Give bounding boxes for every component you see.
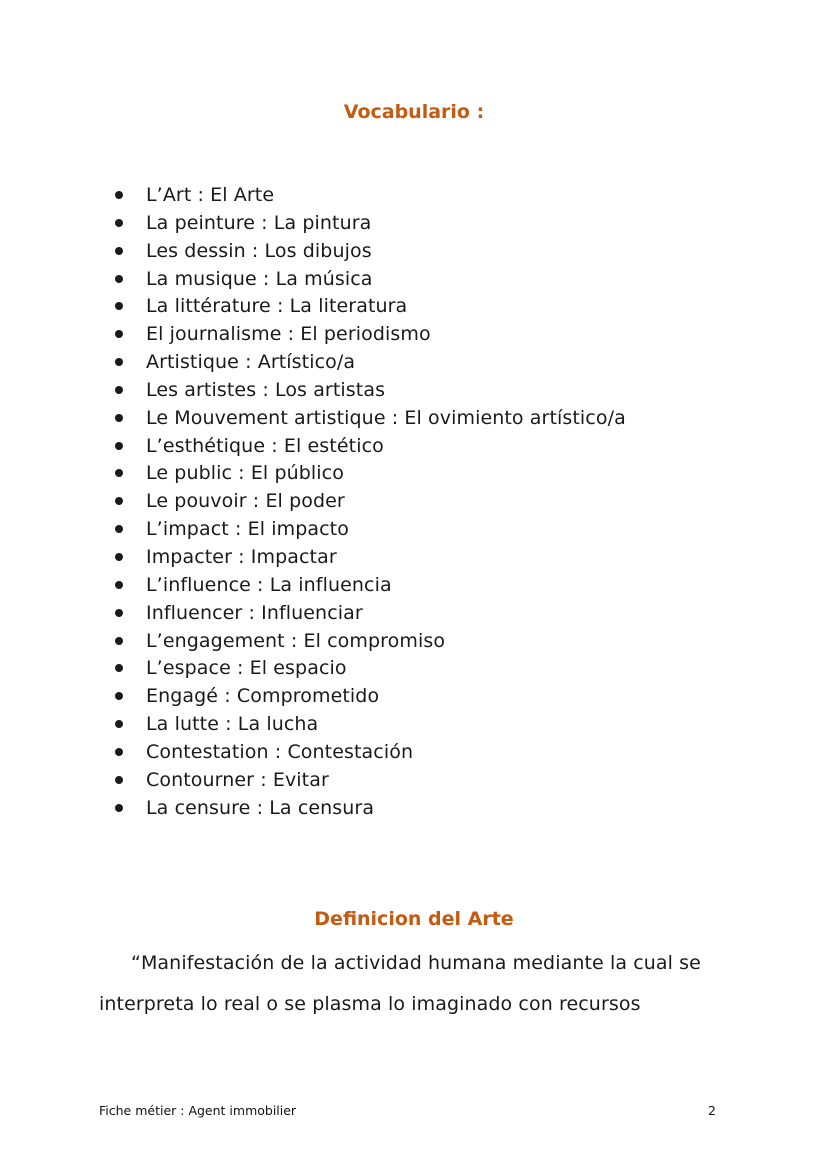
vocabulary-item	[115, 683, 715, 711]
vocabulary-item	[115, 572, 715, 600]
vocabulary-item-text: Le public : El público	[146, 462, 344, 485]
bullet-icon	[115, 247, 123, 255]
vocabulary-item	[115, 600, 715, 628]
footer-document-title: Fiche métier : Agent immobilier	[99, 1103, 297, 1118]
vocabulary-item	[115, 711, 715, 739]
vocabulary-item	[115, 238, 715, 266]
vocabulary-item	[115, 460, 715, 488]
vocabulary-item	[115, 349, 715, 377]
vocabulary-item	[115, 433, 715, 461]
vocabulary-item-text: Contourner : Evitar	[146, 768, 329, 791]
bullet-icon	[115, 720, 123, 728]
vocabulary-item-text: L’espace : El espacio	[146, 657, 347, 680]
vocabulary-item	[115, 628, 715, 656]
vocabulary-item	[115, 516, 715, 544]
vocabulary-item	[115, 182, 715, 210]
bullet-icon	[115, 330, 123, 338]
bullet-icon	[115, 275, 123, 283]
vocabulary-item-text: L’Art : El Arte	[146, 184, 275, 206]
bullet-icon	[115, 664, 123, 672]
vocabulary-item-text: Le pouvoir : El poder	[146, 490, 345, 513]
vocabulary-item-text: El journalisme : El periodismo	[146, 323, 431, 346]
definition-heading: Definicion del Arte	[314, 908, 514, 930]
definition-line-2: interpreta lo real o se plasma lo imaginado con recursos	[99, 993, 641, 1015]
vocabulary-item	[115, 488, 715, 516]
vocabulary-item-text: L’esthétique : El estético	[146, 434, 384, 457]
bullet-icon	[115, 804, 123, 812]
vocabulary-heading: Vocabulario :	[343, 101, 485, 123]
vocabulary-item-text: Les dessin : Los dibujos	[146, 239, 372, 262]
vocabulary-item-text: La peinture : La pintura	[146, 211, 372, 234]
vocabulary-item-text: Contestation : Contestación	[146, 740, 414, 763]
definition-line-1: “Manifestación de la actividad humana mediante la cual se	[131, 952, 701, 974]
vocabulary-item	[115, 321, 715, 349]
vocabulary-item-text: La censure : La censura	[146, 796, 375, 819]
bullet-icon	[115, 386, 123, 394]
vocabulary-item-text: Engagé : Comprometido	[146, 685, 380, 708]
bullet-icon	[115, 748, 123, 756]
vocabulary-item-text: L’impact : El impacto	[146, 518, 349, 541]
bullet-icon	[115, 414, 123, 422]
bullet-icon	[115, 776, 123, 784]
vocabulary-item-text: La littérature : La literatura	[146, 295, 408, 318]
bullet-icon	[115, 442, 123, 450]
vocabulary-item-text: La musique : La música	[146, 267, 373, 290]
vocabulary-item-text: L’influence : La influencia	[146, 573, 392, 596]
vocabulary-item-text: Artistique : Artístico/a	[146, 351, 356, 374]
vocabulary-item	[115, 293, 715, 321]
bullet-icon	[115, 358, 123, 366]
bullet-icon	[115, 191, 123, 199]
vocabulary-item	[115, 739, 715, 767]
bullet-icon	[115, 637, 123, 645]
bullet-icon	[115, 302, 123, 310]
vocabulary-item-text: Influencer : Influenciar	[146, 601, 363, 624]
bullet-icon	[115, 553, 123, 561]
vocabulary-item	[115, 795, 715, 823]
vocabulary-item	[115, 767, 715, 795]
vocabulary-item	[115, 405, 715, 433]
bullet-icon	[115, 692, 123, 700]
vocabulary-item-text: Les artistes : Los artistas	[146, 378, 386, 401]
vocabulary-list	[115, 182, 715, 822]
vocabulary-item	[115, 210, 715, 238]
vocabulary-item-text: Le Mouvement artistique : El ovimiento artístico/a	[146, 406, 626, 429]
bullet-icon	[115, 581, 123, 589]
footer-page-number: 2	[708, 1103, 716, 1118]
vocabulary-item	[115, 544, 715, 572]
bullet-icon	[115, 525, 123, 533]
vocabulary-item	[115, 655, 715, 683]
bullet-icon	[115, 609, 123, 617]
bullet-icon	[115, 219, 123, 227]
vocabulary-item-text: Impacter : Impactar	[146, 545, 337, 568]
bullet-icon	[115, 497, 123, 505]
vocabulary-item	[115, 266, 715, 294]
vocabulary-item	[115, 377, 715, 405]
bullet-icon	[115, 469, 123, 477]
vocabulary-item-text: La lutte : La lucha	[146, 713, 319, 736]
vocabulary-item-text: L’engagement : El compromiso	[146, 629, 446, 652]
